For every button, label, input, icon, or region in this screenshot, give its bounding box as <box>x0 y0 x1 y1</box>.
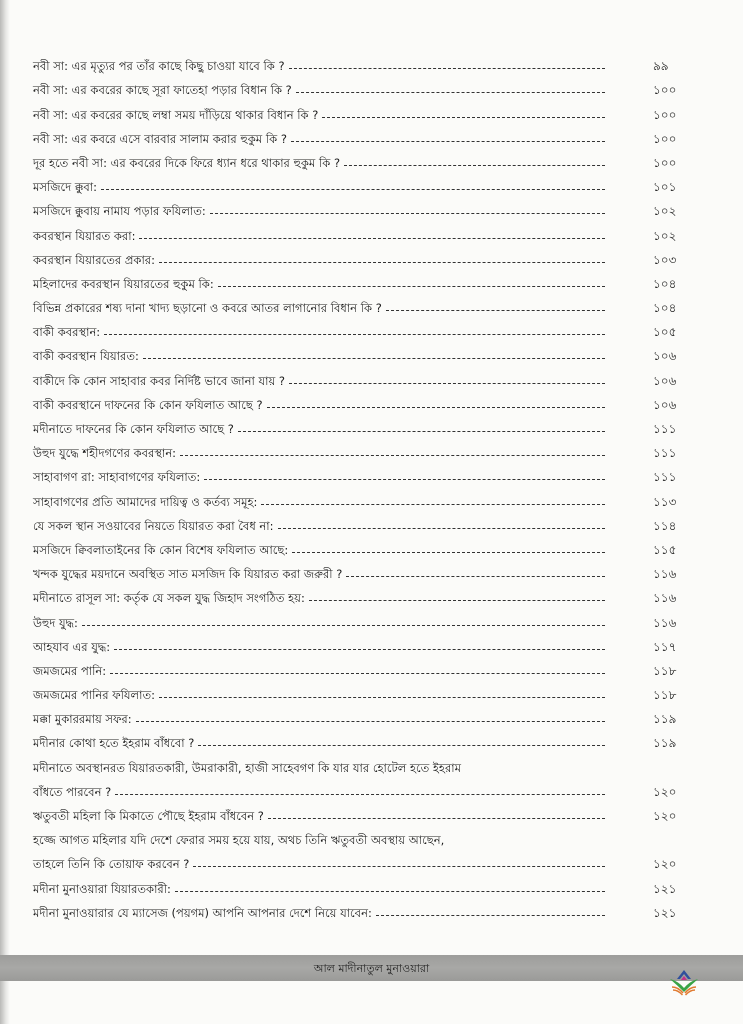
toc-entry-title: মহিলাদের কবরস্থান যিয়ারতের হুকুম কি: <box>33 276 214 291</box>
dotted-leader <box>97 189 653 195</box>
toc-entry-title: মদীনা মুনাওয়ারার যে ম্যাসেজ (পয়গম) আপনি আপনার দেশে নিয়ে যাবেন: <box>33 905 372 920</box>
toc-entry[interactable] <box>33 292 693 316</box>
toc-page-number: ১১৯ <box>653 736 677 751</box>
toc-entry-title: মদীনার কোথা হতে ইহরাম বাঁধবো ? <box>33 736 195 751</box>
dotted-leader <box>155 697 653 703</box>
toc-entry[interactable] <box>33 558 693 582</box>
toc-entry-title: উহুদ যুদ্ধে শহীদগণের কবরস্থান: <box>33 446 177 461</box>
toc-entry-title: মসজিদে ক্বিবলাতাইনের কি কোন বিশেষ ফযিলাত আছে: <box>33 542 289 557</box>
toc-page-number: ১০৬ <box>653 373 677 388</box>
toc-page-number: ১১১ <box>653 446 677 461</box>
toc-page-number: ১১৮ <box>653 663 677 678</box>
toc-entry-title: বিভিন্ন প্রকারের শষ্য দানা খাদ্য ছড়ানো ও কবরে আতর লাগানোর বিধান কি ? <box>33 301 382 316</box>
toc-entry-title: সাহাবাগণ রা: সাহাবাগণের ফযিলাত: <box>33 470 201 485</box>
toc-entry[interactable] <box>33 244 693 268</box>
dotted-leader <box>200 479 653 485</box>
dotted-leader <box>110 649 653 655</box>
toc-page-number: ১১৬ <box>653 615 677 630</box>
toc-entry[interactable] <box>33 703 693 727</box>
dotted-leader <box>342 576 653 582</box>
toc-entry[interactable] <box>33 534 693 558</box>
dotted-leader <box>340 165 653 171</box>
toc-page-number: ১০০ <box>653 83 677 98</box>
dotted-leader <box>100 334 653 340</box>
toc-entry-title: বাকীদে কি কোন সাহাবার কবর নির্দিষ্ট ভাবে জানা যায় ? <box>33 373 285 388</box>
dotted-leader <box>288 552 653 558</box>
toc-entry-title: মসজিদে ক্কুবায় নামায পড়ার ফযিলাত: <box>33 204 206 219</box>
dotted-leader <box>257 504 653 510</box>
toc-entry-title: বাঁধতে পারবেন ? <box>33 784 112 799</box>
dotted-leader <box>382 310 653 316</box>
dotted-leader <box>155 262 653 268</box>
toc-entry[interactable] <box>33 316 693 340</box>
toc-page-number: ১১৩ <box>653 494 677 509</box>
dotted-leader <box>171 891 653 897</box>
dotted-leader <box>318 117 653 123</box>
toc-entry-title: বাকী কবরস্থানে দাফনের কি কোন ফযিলাত আছে ? <box>33 397 263 412</box>
toc-entry[interactable] <box>33 50 693 74</box>
toc-entry-title: বাকী কবরস্থান যিয়ারত: <box>33 349 139 364</box>
toc-page-number: ১০০ <box>653 131 677 146</box>
toc-entry[interactable] <box>33 727 693 751</box>
toc-page-number: ১০২ <box>653 228 677 243</box>
dotted-leader <box>78 625 653 631</box>
toc-entry-title: মদীনাতে দাফনের কি কোন ফযিলাত আছে ? <box>33 422 234 436</box>
toc-entry[interactable] <box>33 340 693 364</box>
toc-entry[interactable] <box>33 413 693 437</box>
toc-entry[interactable] <box>33 510 693 534</box>
toc-entry-title: আহযাব এর যুদ্ধ: <box>33 639 111 654</box>
toc-entry[interactable] <box>33 606 693 630</box>
toc-entry-title: উহুদ যুদ্ধ: <box>33 615 78 630</box>
dotted-leader <box>132 721 653 727</box>
toc-page-number: ১১৯ <box>653 712 677 727</box>
toc-entry[interactable] <box>33 268 693 292</box>
page-binding-shadow <box>0 0 10 1024</box>
toc-entry-title: তাহলে তিনি কি তোয়াফ করবেন ? <box>33 857 190 872</box>
toc-entry[interactable] <box>33 800 693 824</box>
dotted-leader <box>305 600 653 606</box>
dotted-leader <box>285 68 653 74</box>
toc-entry-title: জমজমের পানির ফযিলাত: <box>33 688 155 703</box>
dotted-leader <box>274 528 653 534</box>
toc-entry-title: নবী সা: এর মৃত্যুর পর তাঁর কাছে কিছু চাওয়া যাবে কি ? <box>33 59 285 74</box>
dotted-leader <box>287 141 653 147</box>
toc-entry[interactable] <box>33 631 693 655</box>
toc-entry-title: জমজমের পানি: <box>33 663 107 678</box>
book-emblem-icon <box>664 968 704 998</box>
toc-page-number: ১০৫ <box>653 325 677 340</box>
toc-entry-title: নবী সা: এর কবরের কাছে লম্বা সময় দাঁড়িয়ে থাকার বিধান কি ? <box>33 107 319 122</box>
dotted-leader <box>206 213 653 219</box>
toc-entry[interactable] <box>33 655 693 679</box>
dotted-leader <box>194 745 653 751</box>
toc-entry[interactable] <box>33 437 693 461</box>
toc-entry[interactable] <box>33 98 693 122</box>
toc-page-number: ১১৮ <box>653 688 677 703</box>
table-of-contents <box>33 50 693 921</box>
dotted-leader <box>189 866 653 872</box>
dotted-leader <box>264 818 653 824</box>
toc-page-number: ১০২ <box>653 204 677 219</box>
toc-page-number: ১২১ <box>653 905 677 920</box>
toc-entry-title: যে সকল স্থান সওয়াবের নিয়তে যিয়ারত করা বৈধ না: <box>33 518 274 533</box>
footer-title: আল মাদীনাতুল মুনাওয়ারা <box>313 962 430 975</box>
toc-entry-title: নবী সা: এর কবরের কাছে সূরা ফাতেহা পড়ার বিধান কি ? <box>33 83 292 98</box>
toc-page-number: ১১৬ <box>653 591 677 606</box>
dotted-leader <box>214 286 653 292</box>
toc-page-number: ১০৩ <box>653 252 677 267</box>
toc-page-number: ১১৬ <box>653 567 677 582</box>
toc-entry[interactable] <box>33 147 693 171</box>
dotted-leader <box>106 673 653 679</box>
dotted-leader <box>263 407 653 413</box>
dotted-leader <box>292 92 653 98</box>
dotted-leader <box>139 358 653 364</box>
toc-entry-first-line: হজ্জে আগত মহিলার যদি দেশে ফেরার সময় হয়ে যায়, অথচ তিনি ঋতুবতী অবস্থায় আছেন, <box>33 833 445 848</box>
toc-entry-title: সাহাবাগণের প্রতি আমাদের দায়িত্ব ও কর্তব্য সমূহ: <box>33 494 258 509</box>
toc-entry-title: মসজিদে ক্কুবা: <box>33 180 97 195</box>
dotted-leader <box>285 383 653 389</box>
toc-page-number: ১০০ <box>653 107 677 122</box>
toc-entry[interactable] <box>33 195 693 219</box>
toc-page-number: ১১৪ <box>653 518 677 533</box>
toc-entry[interactable] <box>33 848 693 872</box>
toc-entry-title: খন্দক যুদ্ধের ময়দানে অবস্থিত সাত মসজিদ কি যিয়ারত করা জরুরী ? <box>33 567 343 582</box>
toc-entry[interactable] <box>33 389 693 413</box>
toc-page-number: ১০১ <box>653 180 677 195</box>
toc-entry[interactable] <box>33 485 693 509</box>
toc-page-number: ১২০ <box>653 809 677 823</box>
toc-entry[interactable] <box>33 219 693 243</box>
footer-bar <box>0 955 743 981</box>
toc-page-number: ১০৬ <box>653 397 677 412</box>
toc-page-number: ১১১ <box>653 470 677 485</box>
dotted-leader <box>111 794 653 800</box>
toc-page-number: ১০০ <box>653 155 677 170</box>
toc-page-number: ১২১ <box>653 881 677 896</box>
toc-entry[interactable] <box>33 171 693 195</box>
dotted-leader <box>176 455 653 461</box>
toc-page-number: ১১৫ <box>653 542 677 557</box>
toc-entry[interactable] <box>33 872 693 896</box>
toc-page-number: ১১৭ <box>653 639 677 654</box>
dotted-leader <box>234 431 653 437</box>
toc-page-number: ১১১ <box>653 422 677 436</box>
toc-page-number: ৯৯ <box>653 59 669 74</box>
toc-entry[interactable] <box>33 123 693 147</box>
toc-page-number: ১০৪ <box>653 276 677 291</box>
toc-entry-title: বাকী কবরস্থান: <box>33 325 101 340</box>
toc-page-number: ১০৪ <box>653 301 677 316</box>
toc-entry[interactable] <box>33 364 693 388</box>
dotted-leader <box>372 915 653 921</box>
toc-entry[interactable] <box>33 461 693 485</box>
toc-entry-first-line: মদীনাতে অবস্থানরত যিয়ারতকারী, উমরাকারী, হাজী সাহেবগণ কি যার যার হোটেল হতে ইহরাম <box>33 760 461 775</box>
toc-entry[interactable] <box>33 582 693 606</box>
dotted-leader <box>135 238 653 244</box>
toc-entry-title: মদীনা মুনাওয়ারা যিয়ারতকারী: <box>33 881 171 896</box>
toc-entry-title: মদীনাতে রাসূল সা: কর্তৃক যে সকল যুদ্ধ জিহাদ সংগঠিত হয়: <box>33 591 305 606</box>
toc-entry-title: ঋতুবতী মহিলা কি মিকাতে পৌছে ইহরাম বাঁধবেন ? <box>33 809 264 823</box>
toc-page-number: ১২০ <box>653 784 677 799</box>
toc-entry[interactable] <box>33 897 693 921</box>
toc-entry-title: দূর হতে নবী সা: এর কবরের দিকে ফিরে ধ্যান ধরে থাকার হুকুম কি ? <box>33 155 341 170</box>
toc-entry-title: কবরস্থান যিয়ারতের প্রকার: <box>33 252 155 267</box>
toc-entry-title: মক্কা মুকাররমায় সফর: <box>33 712 132 727</box>
toc-page-number: ১২০ <box>653 857 677 872</box>
toc-entry[interactable] <box>33 679 693 703</box>
toc-entry[interactable] <box>33 74 693 98</box>
toc-page-number: ১০৬ <box>653 349 677 364</box>
toc-entry-title: কবরস্থান যিয়ারত করা: <box>33 228 136 243</box>
toc-entry-title: নবী সা: এর কবরে এসে বারবার সালাম করার হুকুম কি ? <box>33 131 287 146</box>
toc-entry[interactable] <box>33 776 693 800</box>
